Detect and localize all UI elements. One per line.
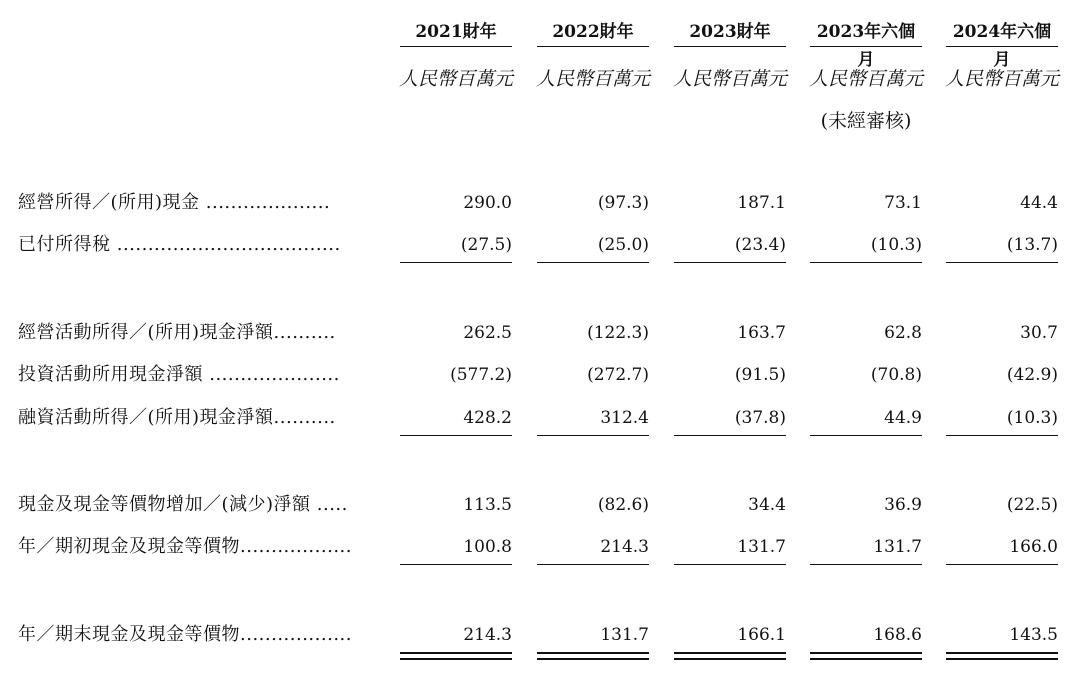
total-double-rule (946, 652, 1058, 660)
cell-value: 100.8 (463, 537, 512, 557)
subtotal-rule (946, 564, 1058, 565)
cell-value: 214.3 (600, 537, 649, 557)
subtotal-rule (810, 435, 922, 436)
cell-value: 214.3 (463, 625, 512, 645)
column-year-header: 2023年六個月 (810, 18, 922, 47)
column-year-header: 2022財年 (537, 18, 649, 47)
cell-value: (577.2) (450, 365, 512, 385)
cell-value: (10.3) (870, 235, 922, 255)
cell-value: 166.0 (1009, 537, 1058, 557)
cell-value: (37.8) (734, 408, 786, 428)
cell-value: 312.4 (600, 408, 649, 428)
cell-value: 131.7 (600, 625, 649, 645)
column-unit-header: 人民幣百萬元 (398, 68, 513, 90)
subtotal-rule (810, 564, 922, 565)
column-year-header: 2023財年 (674, 18, 786, 47)
row-label: 已付所得稅 .................................... (18, 234, 341, 255)
row-label: 投資活動所用現金淨額 ..................... (18, 364, 340, 385)
cell-value: 131.7 (737, 537, 786, 557)
cell-value: 36.9 (884, 495, 922, 515)
cell-value: 30.7 (1020, 323, 1058, 343)
row-label: 經營所得／(所用)現金 .................... (18, 192, 331, 213)
cell-value: 62.8 (884, 323, 922, 343)
cell-value: (122.3) (587, 323, 649, 343)
subtotal-rule (946, 262, 1058, 263)
row-label: 現金及現金等價物增加／(減少)淨額 ..... (18, 494, 348, 515)
cell-value: 262.5 (463, 323, 512, 343)
column-unit-header: 人民幣百萬元 (672, 68, 787, 90)
row-label: 年／期末現金及現金等價物.................. (18, 624, 352, 645)
column-unit-header: 人民幣百萬元 (808, 68, 923, 90)
cell-value: (97.3) (597, 193, 649, 213)
cell-value: 113.5 (463, 495, 512, 515)
total-double-rule (810, 652, 922, 660)
row-label: 年／期初現金及現金等價物.................. (18, 536, 352, 557)
cell-value: 163.7 (737, 323, 786, 343)
cell-value: (13.7) (1006, 235, 1058, 255)
total-double-rule (400, 652, 512, 660)
subtotal-rule (400, 435, 512, 436)
subtotal-rule (400, 262, 512, 263)
cell-value: (22.5) (1006, 495, 1058, 515)
cell-value: 44.9 (884, 408, 922, 428)
subtotal-rule (810, 262, 922, 263)
cell-value: (272.7) (587, 365, 649, 385)
subtotal-rule (946, 435, 1058, 436)
row-label: 經營活動所得／(所用)現金淨額.......... (18, 322, 336, 343)
cell-value: 428.2 (463, 408, 512, 428)
cell-value: (25.0) (597, 235, 649, 255)
total-double-rule (674, 652, 786, 660)
row-label: 融資活動所得／(所用)現金淨額.......... (18, 407, 336, 428)
cell-value: 131.7 (873, 537, 922, 557)
cell-value: (70.8) (870, 365, 922, 385)
subtotal-rule (674, 564, 786, 565)
cell-value: (23.4) (734, 235, 786, 255)
total-double-rule (537, 652, 649, 660)
cell-value: 168.6 (873, 625, 922, 645)
cell-value: 143.5 (1009, 625, 1058, 645)
cell-value: (82.6) (597, 495, 649, 515)
cell-value: (27.5) (460, 235, 512, 255)
cell-value: 166.1 (737, 625, 786, 645)
cell-value: (42.9) (1006, 365, 1058, 385)
cell-value: 73.1 (884, 193, 922, 213)
cell-value: 44.4 (1020, 193, 1058, 213)
subtotal-rule (400, 564, 512, 565)
subtotal-rule (537, 435, 649, 436)
cell-value: 290.0 (463, 193, 512, 213)
cell-value: (91.5) (734, 365, 786, 385)
cell-value: 34.4 (748, 495, 786, 515)
column-unit-header: 人民幣百萬元 (944, 68, 1059, 90)
subtotal-rule (674, 435, 786, 436)
column-year-header: 2024年六個月 (946, 18, 1058, 47)
cell-value: 187.1 (737, 193, 786, 213)
column-note-header: (未經審核) (820, 110, 912, 132)
subtotal-rule (537, 262, 649, 263)
column-year-header: 2021財年 (400, 18, 512, 47)
column-unit-header: 人民幣百萬元 (535, 68, 650, 90)
cell-value: (10.3) (1006, 408, 1058, 428)
subtotal-rule (537, 564, 649, 565)
subtotal-rule (674, 262, 786, 263)
